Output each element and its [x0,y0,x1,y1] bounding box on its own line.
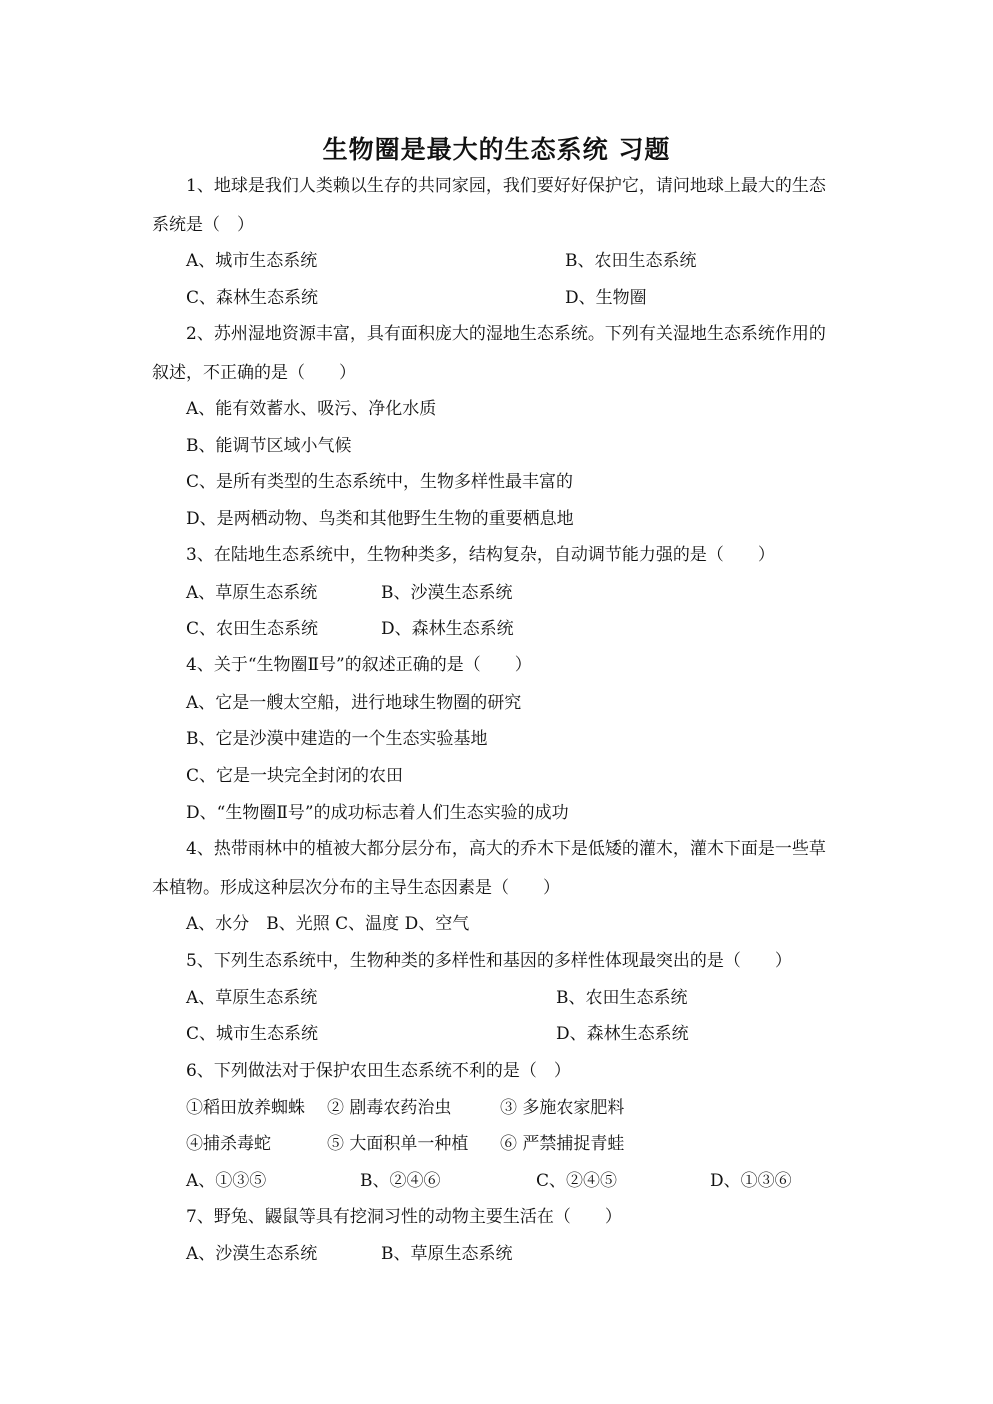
q6-item-2: ② 剧毒农药治虫 [327,1098,452,1118]
q4b-options: A、水分 B、光照 C、温度 D、空气 [186,914,470,934]
q7-stem: 7、野兔、鼹鼠等具有挖洞习性的动物主要生活在（ ） [186,1207,622,1227]
q4a-option-d: D、“生物圈Ⅱ号”的成功标志着人们生态实验的成功 [186,803,569,823]
q1-option-b: B、农田生态系统 [565,251,697,271]
q1-stem-line2: 系统是（ ） [152,215,254,235]
q6-item-6: ⑥ 严禁捕捉青蛙 [500,1134,625,1154]
q5-stem: 5、下列生态系统中，生物种类的多样性和基因的多样性体现最突出的是（ ） [186,951,792,971]
q4b-stem-line1: 4、热带雨林中的植被大都分层分布，高大的乔木下是低矮的灌木，灌木下面是一些草 [186,839,826,859]
q4b-stem-line2: 本植物。形成这种层次分布的主导生态因素是（ ） [152,878,560,898]
q6-option-b: B、②④⑥ [360,1171,441,1191]
q2-option-b: B、能调节区域小气候 [186,436,352,456]
q6-item-3: ③ 多施农家肥料 [500,1098,625,1118]
q4a-option-a: A、它是一艘太空船，进行地球生物圈的研究 [186,693,522,713]
q5-option-d: D、森林生态系统 [556,1024,689,1044]
q4a-stem: 4、关于“生物圈Ⅱ号”的叙述正确的是（ ） [186,655,532,675]
q5-option-b: B、农田生态系统 [556,988,688,1008]
q3-option-a: A、草原生态系统 [186,583,318,603]
q6-item-4: ④捕杀毒蛇 [186,1134,271,1154]
q6-option-a: A、①③⑤ [186,1171,267,1191]
q1-option-d: D、生物圈 [565,288,647,308]
q7-option-b: B、草原生态系统 [381,1244,513,1264]
q1-stem-line1: 1、地球是我们人类赖以生存的共同家园，我们要好好保护它，请问地球上最大的生态 [186,176,826,196]
q4a-option-b: B、它是沙漠中建造的一个生态实验基地 [186,729,488,749]
q2-stem-line1: 2、苏州湿地资源丰富，具有面积庞大的湿地生态系统。下列有关湿地生态系统作用的 [186,324,826,344]
q3-option-d: D、森林生态系统 [381,619,514,639]
q6-option-d: D、①③⑥ [710,1171,792,1191]
q5-option-a: A、草原生态系统 [186,988,318,1008]
q2-stem-line2: 叙述，不正确的是（ ） [152,363,356,383]
q4a-option-c: C、它是一块完全封闭的农田 [186,766,404,786]
q2-option-a: A、能有效蓄水、吸污、净化水质 [186,399,437,419]
q3-stem: 3、在陆地生态系统中，生物种类多，结构复杂，自动调节能力强的是（ ） [186,545,775,565]
q5-option-c: C、城市生态系统 [186,1024,319,1044]
q2-option-c: C、是所有类型的生态系统中，生物多样性最丰富的 [186,472,574,492]
q6-item-5: ⑤ 大面积单一种植 [327,1134,469,1154]
q3-option-b: B、沙漠生态系统 [381,583,513,603]
q3-option-c: C、农田生态系统 [186,619,319,639]
page-title: 生物圈是最大的生态系统 习题 [322,135,671,164]
q1-option-a: A、城市生态系统 [186,251,318,271]
q6-item-1: ①稻田放养蜘蛛 [186,1098,305,1118]
q6-option-c: C、②④⑤ [536,1171,618,1191]
q1-option-c: C、森林生态系统 [186,288,319,308]
q6-stem: 6、下列做法对于保护农田生态系统不利的是（ ） [186,1061,571,1081]
q2-option-d: D、是两栖动物、鸟类和其他野生生物的重要栖息地 [186,509,574,529]
q7-option-a: A、沙漠生态系统 [186,1244,318,1264]
